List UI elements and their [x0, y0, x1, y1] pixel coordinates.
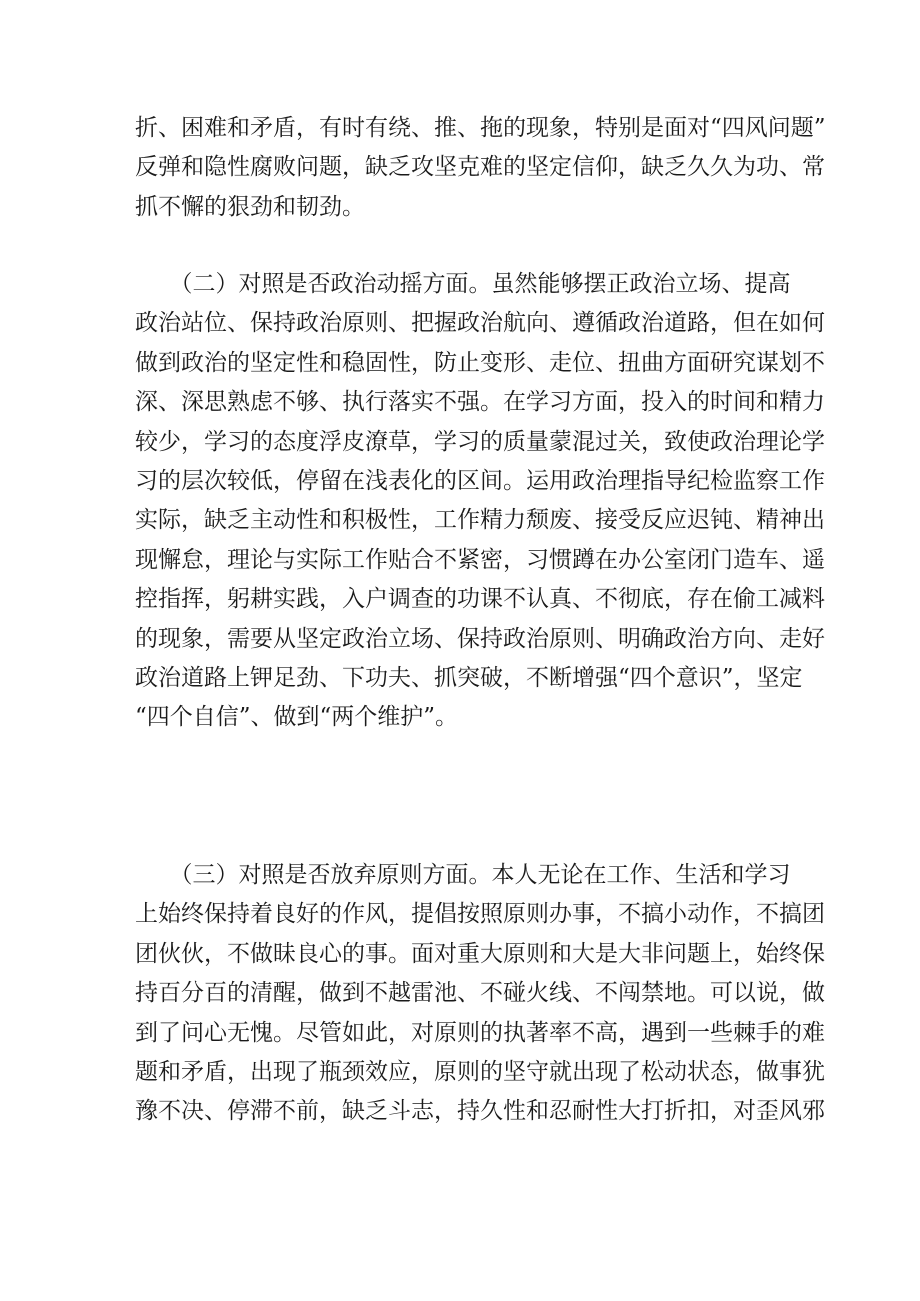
text-line: 折、困难和矛盾，有时有绕、推、拖的现象，特别是面对“四风问题”: [135, 115, 826, 141]
text-line: 深、深思熟虑不够、执行落实不强。在学习方面，投入的时间和精力: [135, 389, 825, 416]
text-line: 现懈怠，理论与实际工作贴合不紧密，习惯蹲在办公室闭门造车、遥: [135, 546, 825, 573]
text-line: 的现象，需要从坚定政治立场、保持政治原则、明确政治方向、走好: [135, 625, 825, 652]
text-line: “四个自信”、做到“两个维护”。: [135, 704, 459, 731]
text-line: 习的层次较低，停留在浅表化的区间。运用政治理指导纪检监察工作: [135, 467, 825, 494]
text-line: 控指挥，躬耕实践，入户调查的功课不认真、不彻底，存在偷工减料: [135, 586, 825, 613]
text-line: （三）对照是否放弃原则方面。本人无论在工作、生活和学习: [135, 862, 791, 888]
text-line: 题和矛盾，出现了瓶颈效应，原则的坚守就出现了松动状态，做事犹: [135, 1058, 825, 1085]
text-line: 反弹和隐性腐败问题，缺乏攻坚克难的坚定信仰，缺乏久久为功、常: [135, 154, 825, 181]
text-line: 团伙伙，不做昧良心的事。面对重大原则和大是大非问题上，始终保: [135, 940, 825, 967]
text-line: 持百分百的清醒，做到不越雷池、不碰火线、不闯禁地。可以说，做: [135, 980, 825, 1007]
text-line: 做到政治的坚定性和稳固性，防止变形、走位、扭曲方面研究谋划不: [135, 349, 825, 376]
text-line: 政治站位、保持政治原则、把握政治航向、遵循政治道路，但在如何: [135, 310, 825, 337]
text-line: 政治道路上钾足劲、下功夫、抓突破，不断增强“四个意识”，坚定: [135, 664, 803, 691]
text-line: 上始终保持着良好的作风，提倡按照原则办事，不搞小动作，不搞团: [135, 901, 825, 928]
paragraph-political-wavering: [135, 265, 825, 738]
text-line: 实际，缺乏主动性和积极性，工作精力颓废、接受反应迟钝、精神出: [135, 507, 825, 534]
paragraph-abandoning-principles: [135, 856, 825, 1132]
text-line: （二）对照是否政治动摇方面。虽然能够摆正政治立场、提高: [135, 271, 791, 297]
text-line: 较少，学习的态度浮皮潦草，学习的质量蒙混过关，致使政治理论学: [135, 428, 825, 455]
text-line: 到了问心无愧。尽管如此，对原则的执著率不高，遇到一些棘手的难: [135, 1019, 825, 1046]
text-line: 豫不决、停滞不前，缺乏斗志，持久性和忍耐性大打折扣，对歪风邪: [135, 1098, 825, 1125]
paragraph-continuation: [135, 109, 826, 227]
text-line: 抓不懈的狠劲和韧劲。: [135, 193, 365, 220]
